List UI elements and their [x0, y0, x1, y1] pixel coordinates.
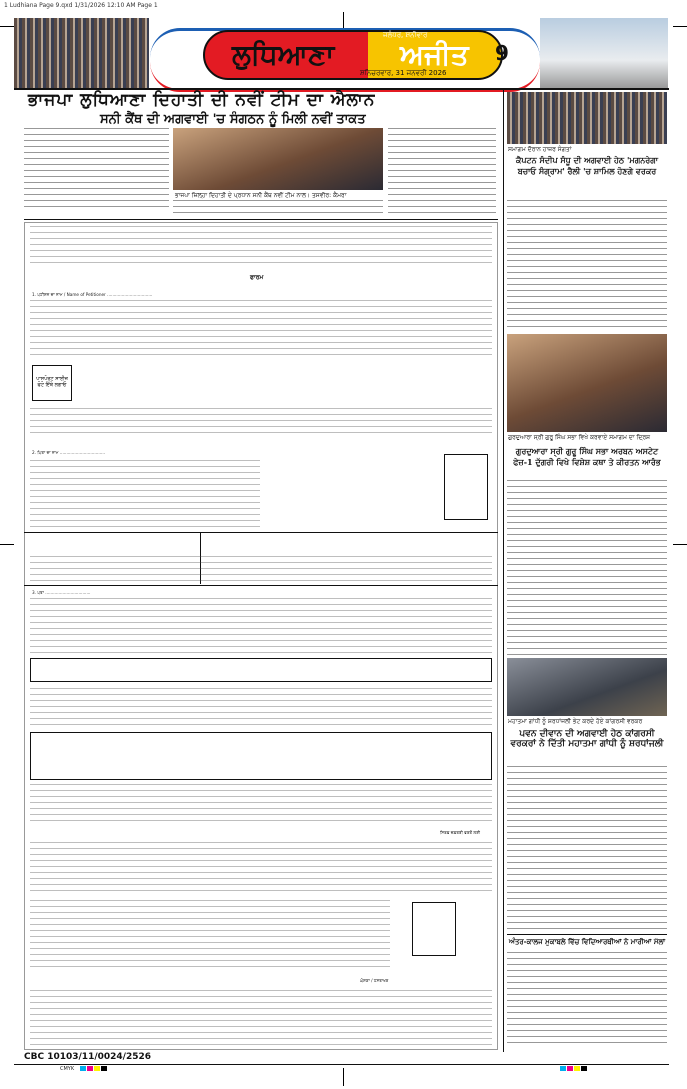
form-line: 1. ਪਟੀਸ਼ਨ ਦਾ ਨਾਮ / Name of Petitioner .................................. [32, 292, 153, 297]
masthead-title-right: ਅਜੀਤ [400, 38, 469, 71]
form-block-7 [30, 688, 492, 728]
form-rule [24, 585, 498, 586]
form-block-2 [30, 300, 492, 355]
crop-mark [0, 544, 14, 545]
right-photo-1 [507, 92, 667, 144]
form-rule [24, 532, 498, 533]
color-swatch [101, 1066, 107, 1071]
form-line: ਸਿਰਫ਼ ਦਫ਼ਤਰੀ ਵਰਤੋਂ ਲਈ [440, 830, 481, 835]
form-block-1 [30, 226, 492, 266]
lead-photo [173, 128, 383, 190]
form-block-8 [30, 784, 492, 826]
right-story-4-headline: ਅੰਤਰ-ਕਾਲਜ ਮੁਕਾਬਲੇ ਵਿੱਚ ਵਿਦਿਆਰਥੀਆਂ ਨੇ ਮਾਰੀਆਂ ਮੱਲਾਂ [508, 937, 666, 946]
lead-body-right [388, 128, 496, 216]
form-photo-box-2 [444, 454, 488, 520]
right-column-divider [503, 90, 504, 1052]
crop-mark [343, 1068, 344, 1086]
color-swatch [80, 1066, 86, 1071]
right-story-2-body [507, 480, 667, 655]
crop-mark [673, 544, 687, 545]
form-block-4 [30, 460, 260, 530]
form-block-5 [30, 556, 492, 584]
right-photo-2 [507, 334, 667, 432]
form-table [30, 658, 492, 682]
color-swatch [567, 1066, 573, 1071]
masthead-edition: ਜਲੰਧਰ, ਸ਼ਨੀਵਾਰ [383, 31, 428, 39]
form-photo-label: ਪਾਸਪੋਰਟ ਸਾਈਜ਼ ਫੋਟੋ ਇੱਥੇ ਲਗਾਓ [36, 376, 68, 388]
form-line: 2. ਪਿਤਾ ਦਾ ਨਾਮ .................................. [32, 450, 106, 455]
right-story-3-headline: ਪਵਨ ਦੀਵਾਨ ਦੀ ਅਗਵਾਈ ਹੇਠ ਕਾਂਗਰਸੀ ਵਰਕਰਾਂ ਨੇ ਦਿੱਤੀ ਮਹਾਤਮਾ ਗਾਂਧੀ ਨੂੰ ਸ਼ਰਧਾਂਜਲੀ [510, 729, 664, 749]
lead-body-bottom [173, 200, 383, 216]
right-story-4-body [507, 952, 667, 1048]
crop-mark [343, 12, 344, 28]
color-strip-label: CMYK [60, 1066, 75, 1072]
form-block-3 [30, 408, 492, 434]
color-swatch [560, 1066, 566, 1071]
right-photo-3 [507, 658, 667, 716]
form-line: ਘੋਸ਼ਣਾ / ਹਸਤਾਖਰ [360, 978, 389, 983]
lead-body-left [24, 128, 169, 210]
color-swatch [581, 1066, 587, 1071]
right-photo-2-caption: ਗੁਰਦੁਆਰਾ ਸ੍ਰੀ ਗੁਰੂ ਸਿੰਘ ਸਭਾ ਵਿਖੇ ਕਰਵਾਏ ਸਮਾਗਮ ਦਾ ਦ੍ਰਿਸ਼ [508, 434, 651, 441]
lead-bottom-rule [24, 219, 498, 220]
right-story-1-body [507, 200, 667, 330]
right-story-rule [507, 934, 667, 935]
masthead-right-photo [540, 18, 668, 88]
slug-line: 1 Ludhiana Page 9.qxd 1/31/2026 12:10 AM Page 1 [4, 2, 158, 9]
masthead-date: ਸ਼ਨਿਚਰਵਾਰ, 31 ਜਨਵਰੀ 2026 [360, 69, 447, 77]
right-story-2-headline: ਗੁਰਦੁਆਰਾ ਸ੍ਰੀ ਗੁਰੂ ਸਿੰਘ ਸਭਾ ਅਰਬਨ ਅਸਟੇਟ ਫੇਜ਼-1 ਦੁੱਗਰੀ ਵਿਖੇ ਵਿਸ਼ੇਸ਼ ਕਥਾ ਤੇ ਕੀਰਤਨ ਆਰੰਭ [513, 446, 661, 467]
footer-rule [14, 1064, 669, 1065]
form-block-6 [30, 598, 492, 654]
form-block-11 [30, 990, 492, 1045]
lead-subheadline: ਸਨੀ ਕੈਂਥ ਦੀ ਅਗਵਾਈ 'ਚ ਸੰਗਠਨ ਨੂੰ ਮਿਲੀ ਨਵੀਂ ਤਾਕਤ [100, 112, 366, 127]
form-table-2 [30, 732, 492, 780]
crop-mark [0, 26, 14, 27]
lead-caption: ਭਾਜਪਾ ਜ਼ਿਲ੍ਹਾ ਦਿਹਾਤੀ ਦੇ ਪ੍ਰਧਾਨ ਸਨੀ ਕੈਂਥ ਨਵੀਂ ਟੀਮ ਨਾਲ। ਤਸਵੀਰ: ਕੈਮਰਾ [175, 192, 347, 199]
form-line: 3. ਪਤਾ .................................. [32, 590, 91, 595]
color-swatch [94, 1066, 100, 1071]
form-photo-box-3 [412, 902, 456, 956]
color-swatch [574, 1066, 580, 1071]
color-swatch [87, 1066, 93, 1071]
form-block-9 [30, 842, 492, 894]
cbc-code: CBC 10103/11/0024/2526 [24, 1052, 151, 1062]
form-title: ਫਾਰਮ [250, 274, 264, 281]
masthead-title-left: ਲੁਧਿਆਣਾ [232, 38, 335, 71]
right-photo-1-caption: ਸਮਾਗਮ ਦੌਰਾਨ ਹਾਜ਼ਰ ਸੰਗਤਾਂ [508, 146, 572, 153]
right-story-1-headline: ਕੈਪਟਨ ਸੰਦੀਪ ਸੰਧੂ ਦੀ ਅਗਵਾਈ ਹੇਠ 'ਮਗਨਰੇਗਾ ਬਚਾਓ ਸੰਗ੍ਰਾਮ' ਰੈਲੀ 'ਚ ਸ਼ਾਮਿਲ ਹੋਣਗੇ ਵਰਕਰ [515, 155, 659, 176]
lead-headline: ਭਾਜਪਾ ਲੁਧਿਆਣਾ ਦਿਹਾਤੀ ਦੀ ਨਵੀਂ ਟੀਮ ਦਾ ਐਲਾਨ [28, 90, 376, 110]
right-story-3-body [507, 766, 667, 931]
form-block-10 [30, 900, 390, 970]
right-photo-3-caption: ਮਹਾਤਮਾ ਗਾਂਧੀ ਨੂੰ ਸ਼ਰਧਾਂਜਲੀ ਭੇਟ ਕਰਦੇ ਹੋਏ ਕਾਂਗਰਸੀ ਵਰਕਰ [508, 718, 643, 725]
page-number: 9 [495, 41, 509, 65]
masthead-left-photo [14, 18, 149, 88]
crop-mark [673, 26, 687, 27]
